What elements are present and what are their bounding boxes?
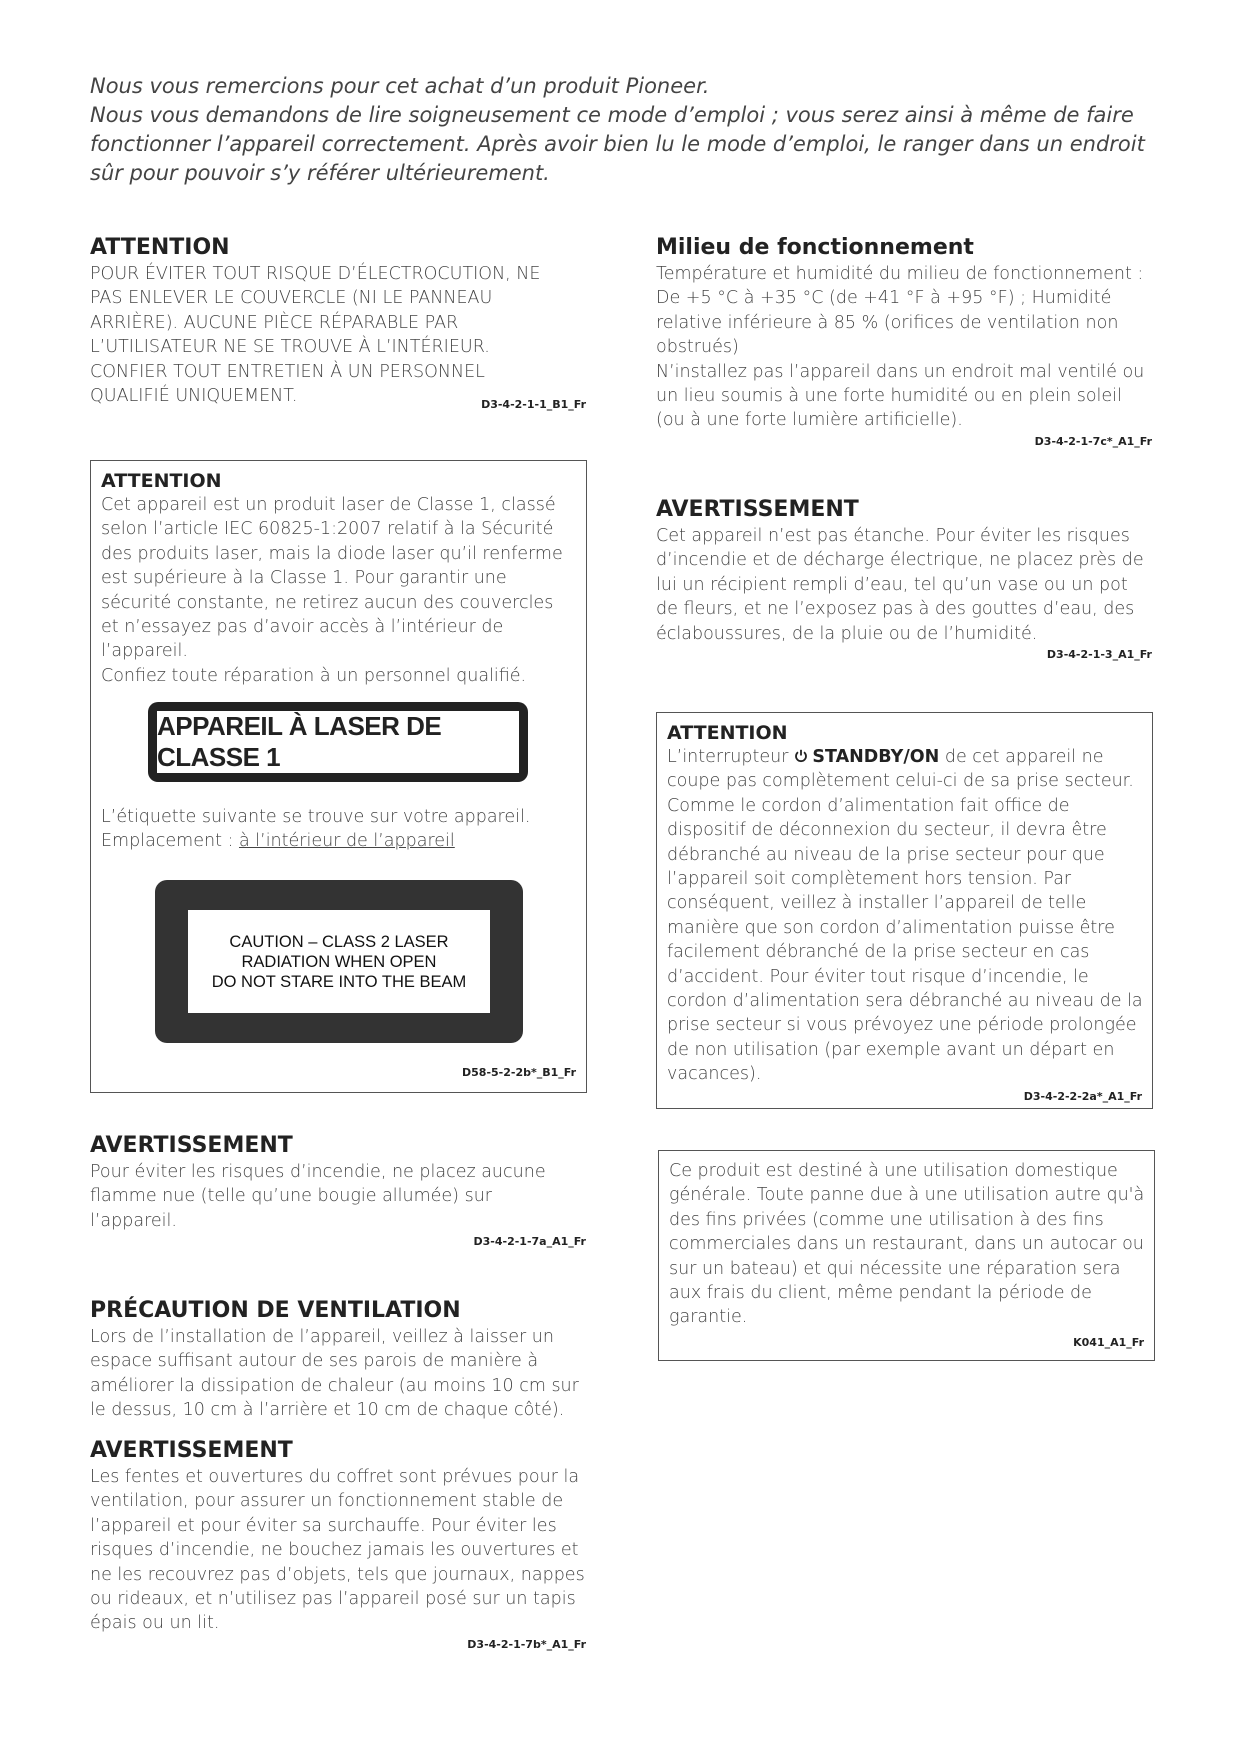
standby-warning-box bbox=[656, 712, 1153, 1109]
doc-code: D3-4-2-1-7b*_A1_Fr bbox=[467, 1637, 586, 1651]
doc-code: K041_A1_Fr bbox=[1073, 1336, 1144, 1349]
standby-box-title: ATTENTION bbox=[667, 722, 788, 744]
attention-section-1 bbox=[90, 234, 586, 412]
intro-line-1: Nous vous remercions pour cet achat d’un produit Pioneer. bbox=[90, 74, 710, 98]
power-icon bbox=[794, 749, 808, 763]
doc-code: D3-4-2-1-3_A1_Fr bbox=[1046, 648, 1152, 662]
ventilation-title: PRÉCAUTION DE VENTILATION bbox=[90, 1298, 461, 1323]
laser-box-repair-text: Confiez toute réparation à un personnel qualifié. bbox=[101, 665, 527, 686]
doc-code: D3-4-2-1-1_B1_Fr bbox=[481, 398, 586, 412]
avertissement-water-text: Cet appareil n’est pas étanche. Pour éviter les risques d’incendie et de décharge électrique, ne placez près de lui un récipient rempli d’eau, tel qu’un vase ou un pot de fleurs, et ne l’exposez pas à des gouttes d’eau, des éclaboussures, de la pluie ou de l’humidité. bbox=[656, 526, 1144, 644]
label-location-line: L’étiquette suivante se trouve sur votre appareil. bbox=[101, 807, 531, 827]
caution-line-3: DO NOT STARE INTO THE BEAM bbox=[211, 972, 467, 991]
avertissement-water-section bbox=[656, 496, 1152, 662]
doc-code: D3-4-2-1-7a_A1_Fr bbox=[473, 1235, 586, 1249]
avertissement-openings-section bbox=[90, 1437, 586, 1652]
laser-box-text: Cet appareil est un produit laser de Classe 1, classé selon l’article IEC 60825-1:2007 relatif à la Sécurité des produits laser, mais la diode laser qu’il renferme est supérieure à la Classe 1. Pour garantir une sécurité constante, ne retirez aucun des couvercles et n’essayez pas d’avoir accès à l’intérieur de l’appareil. bbox=[101, 495, 563, 662]
avertissement-flame-text: Pour éviter les risques d’incendie, ne placez aucune flamme nue (telle qu’une bougie allumée) sur l’appareil. bbox=[90, 1162, 546, 1231]
caution-line-1: CAUTION – CLASS 2 LASER bbox=[229, 932, 449, 951]
avertissement-flame-section bbox=[90, 1132, 586, 1249]
attention-text: POUR ÉVITER TOUT RISQUE D’ÉLECTROCUTION, NE PAS ENLEVER LE COUVERCLE (NI LE PANNEAU ARRIÈRE). AUCUNE PIÈCE RÉPARABLE PAR L’UTILISATEUR NE SE TROUVE À L’INTÉRIEUR. CONFIER TOUT ENTRETIEN À UN PERSONNEL QUALIFIÉ UNIQUEMENT. bbox=[90, 264, 541, 407]
label-location-value: à l’intérieur de l’appareil bbox=[238, 831, 455, 852]
avertissement-title: AVERTISSEMENT bbox=[656, 497, 859, 522]
doc-code: D3-4-2-1-7c*_A1_Fr bbox=[1034, 434, 1152, 448]
ventilation-section bbox=[90, 1297, 586, 1423]
domestic-use-box bbox=[658, 1150, 1155, 1361]
milieu-text-1: Température et humidité du milieu de fonctionnement : De +5 °C à +35 °C (de +41 °F à +95 °F) ; Humidité relative inférieure à 85 % (orifices de ventilation non obstrués) bbox=[656, 264, 1144, 358]
milieu-section bbox=[656, 234, 1152, 449]
intro-line-2: Nous vous demandons de lire soigneusement ce mode d’emploi ; vous serez ainsi à même de faire fonctionner l’appareil correctement. Après avoir bien lu le mode d’emploi, le ranger dans un endroit sûr pour pouvoir s’y référer ultérieurement. bbox=[90, 103, 1145, 185]
class1-laser-label bbox=[148, 702, 528, 782]
doc-code: D58-5-2-2b*_B1_Fr bbox=[462, 1066, 576, 1079]
caution-laser-label bbox=[155, 880, 523, 1043]
attention-title: ATTENTION bbox=[90, 235, 230, 260]
standby-box-text: L’interrupteur STANDBY/ON de cet appareil ne coupe pas complètement celui-ci de sa prise secteur. Comme le cordon d’alimentation fait office de dispositif de déconnexion du secteur, il devra être débranché au niveau de la prise secteur pour que l’appareil soit complètement hors tension. Par conséquent, veillez à installer l’appareil de telle manière que son cordon d’alimentation puisse être facilement débranché de la prise secteur en cas d’accident. Pour éviter tout risque d’incendie, le cordon d’alimentation sera débranché au niveau de la prise secteur si vous prévoyez une période prolongée de non utilisation (par exemple avant un départ en vacances). bbox=[667, 747, 1143, 1085]
ventilation-text: Lors de l’installation de l’appareil, veillez à laisser un espace suffisant autour de ses parois de manière à améliorer la dissipation de chaleur (au moins 10 cm sur le dessus, 10 cm à l’arrière et 10 cm de chaque côté). bbox=[90, 1327, 579, 1421]
standby-on-label: STANDBY/ON bbox=[812, 747, 940, 767]
caution-line-2: RADIATION WHEN OPEN bbox=[241, 952, 437, 971]
milieu-title: Milieu de fonctionnement bbox=[656, 235, 974, 260]
label-location: Emplacement : à l’intérieur de l’appareil bbox=[101, 831, 455, 852]
laser-box-title: ATTENTION bbox=[101, 470, 222, 492]
avertissement-title: AVERTISSEMENT bbox=[90, 1133, 293, 1158]
milieu-text-2: N’installez pas l’appareil dans un endroit mal ventilé ou un lieu soumis à une forte humidité ou en plein soleil (ou à une forte lumière artificielle). bbox=[656, 361, 1145, 431]
avertissement-title: AVERTISSEMENT bbox=[90, 1438, 293, 1463]
domestic-use-text: Ce produit est destiné à une utilisation domestique générale. Toute panne due à une utilisation autre qu'à des fins privées (comme une utilisation à des fins commerciales dans un restaurant, dans un autocar ou sur un bateau) et qui nécessite une réparation sera aux frais du client, même pendant la période de garantie. bbox=[669, 1161, 1145, 1328]
doc-code: D3-4-2-2-2a*_A1_Fr bbox=[1023, 1090, 1142, 1103]
class1-laser-label-text: APPAREIL À LASER DE CLASSE 1 bbox=[157, 711, 519, 773]
intro-text bbox=[90, 72, 1160, 188]
avertissement-openings-text: Les fentes et ouvertures du coffret sont prévues pour la ventilation, pour assurer un fonctionnement stable de l’appareil et pour éviter sa surchauffe. Pour éviter les risques d’incendie, ne bouchez jamais les ouvertures et ne les recouvrez pas d’objets, tels que journaux, nappes ou rideaux, et n’utilisez pas l’appareil posé sur un tapis épais ou un lit. bbox=[90, 1467, 585, 1634]
